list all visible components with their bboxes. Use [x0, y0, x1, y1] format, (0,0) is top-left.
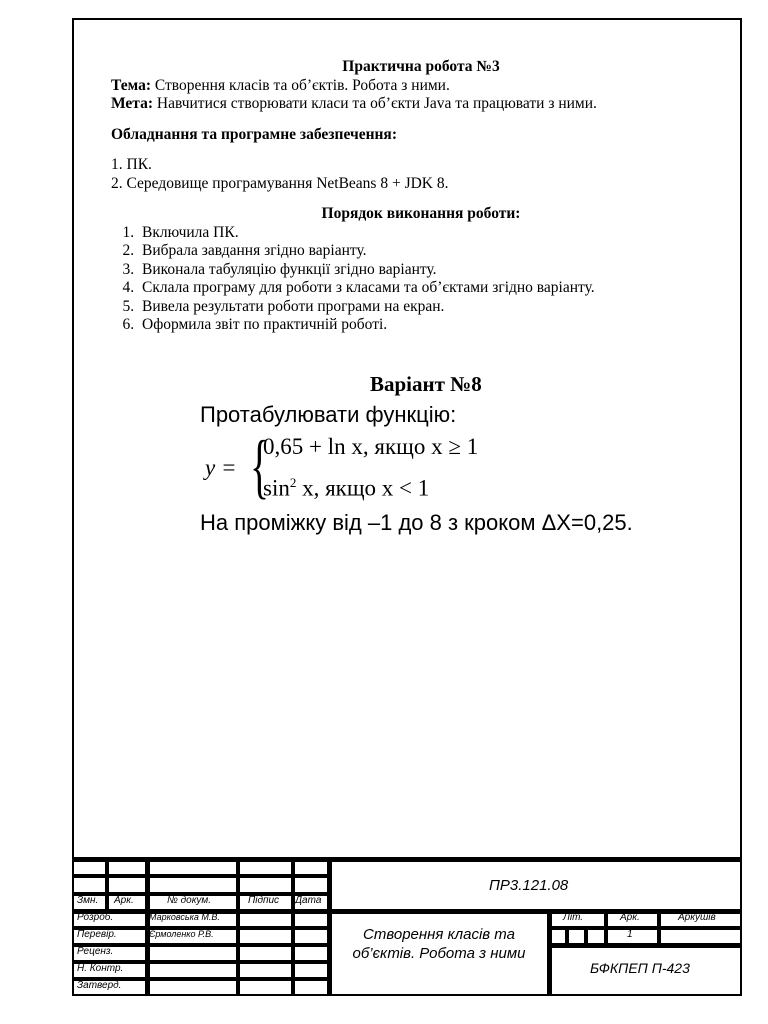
variant-title: Варіант №8 [370, 372, 482, 396]
col-header-doc: № докум. [167, 895, 212, 906]
formula-case-2-rest: x, якщо x < 1 [296, 475, 430, 501]
stamp-doc-title: Створення класів та об’єктів. Робота з ними [352, 926, 526, 962]
procedure-step: 1. Включила ПК. [138, 224, 731, 243]
formula-sin: sin [263, 475, 290, 501]
formula-y: y = [205, 455, 237, 480]
variant-interval: На проміжку від –1 до 8 з кроком ΔX=0,25. [200, 510, 633, 535]
developer-name: Марковська М.В. [149, 912, 220, 922]
procedure-step: 4. Склала програму для роботи з класами та об’єктами згідно варіанту. [138, 279, 731, 298]
goal-text: Навчитися створювати класи та об’єкти Java та працювати з ними. [153, 95, 597, 112]
row-label: Перевір. [77, 929, 117, 940]
formula-brace: { [250, 426, 270, 506]
procedure-step: 6. Оформила звіт по практичній роботі. [138, 316, 731, 335]
row-label: Н. Контр. [77, 963, 124, 974]
formula-sup: 2 [289, 475, 297, 490]
procedure-step: 5. Вивела результати роботи програми на екран. [138, 298, 731, 317]
col-header-date: Дата [295, 895, 322, 906]
row-label: Затверд. [77, 980, 122, 991]
procedure-heading: Порядок виконання роботи: [321, 205, 521, 222]
org-name: БФКПЕП П-423 [590, 960, 690, 976]
equipment-item: 2. Середовище програмування NetBeans 8 + JDK 8. [111, 174, 449, 192]
equipment-heading: Обладнання та програмне забезпечення: [111, 125, 397, 143]
sheet-number: 1 [627, 929, 633, 940]
col-header-zmn: Змн. [77, 895, 99, 906]
row-label: Розроб. [77, 912, 114, 923]
goal-line [111, 95, 731, 114]
topic-line [111, 77, 731, 96]
doc-title: Практична робота №3 [342, 58, 500, 75]
document-body [111, 58, 731, 335]
doc-code: ПР3.121.08 [489, 877, 569, 894]
title-block [72, 857, 742, 996]
col-header-ark: Арк. [114, 895, 134, 906]
procedure-list [111, 224, 731, 335]
goal-label: Мета: [111, 95, 154, 112]
lit-label: Літ. [563, 912, 584, 923]
procedure-step: 3. Виконала табуляцію функції згідно варіанту. [138, 261, 731, 280]
row-label: Реценз. [77, 946, 114, 957]
procedure-step: 2. Вибрала завдання згідно варіанту. [138, 242, 731, 261]
topic-label: Тема: [111, 76, 151, 94]
formula-case-2 [263, 475, 429, 502]
checker-name: Єрмоленко Р.В. [149, 929, 214, 939]
col-header-sign: Підпис [248, 895, 280, 906]
equipment-item: 1. ПК. [111, 156, 152, 173]
topic-text: Створення класів та об’єктів. Робота з ними. [151, 76, 450, 94]
formula-case-1: 0,65 + ln x, якщо x ≥ 1 [263, 434, 479, 459]
ark-label: Арк. [620, 912, 640, 923]
arkushiv-label: Аркушів [678, 912, 716, 923]
variant-task: Протабулювати функцію: [200, 402, 457, 427]
